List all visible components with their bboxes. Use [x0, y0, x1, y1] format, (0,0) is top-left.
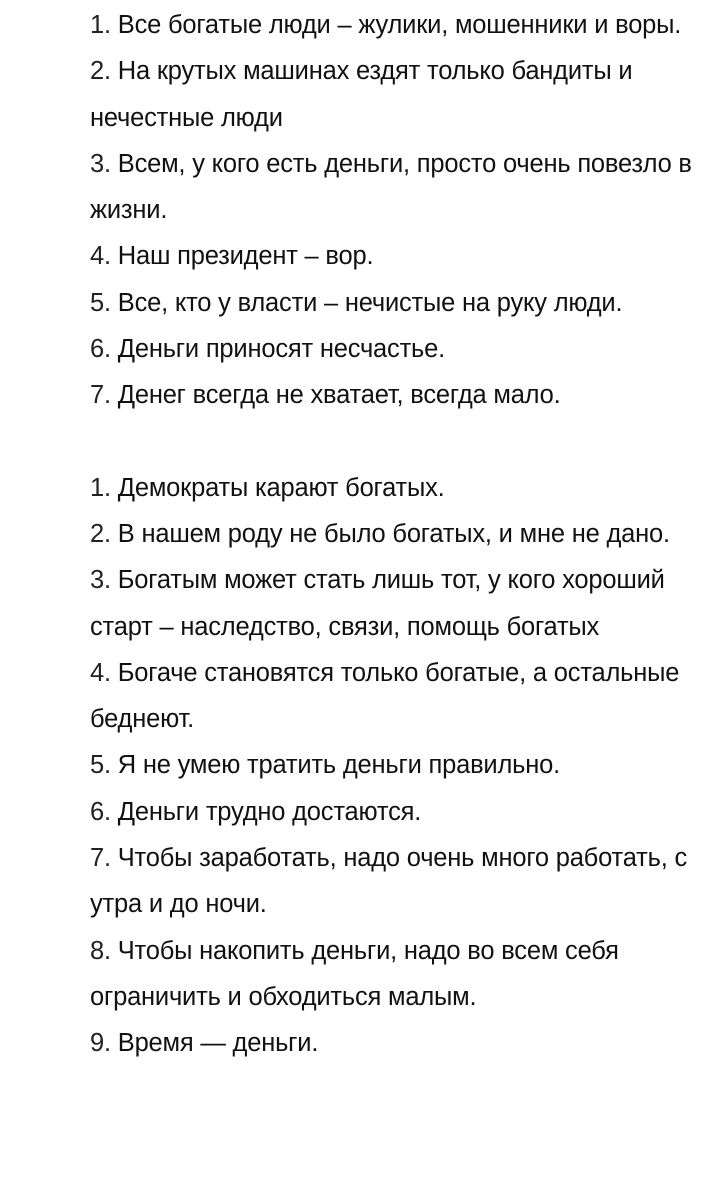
- list-item: [90, 789, 710, 835]
- item-text: Чтобы заработать, надо очень много работать, с утра и до ночи.: [90, 844, 688, 919]
- item-text: Я не умею тратить деньги правильно.: [117, 751, 560, 780]
- item-text: Чтобы накопить деньги, надо во всем себя ограничить и обходиться малым.: [90, 936, 619, 1011]
- item-text: На крутых машинах ездят только бандиты и нечестные люди: [90, 57, 633, 132]
- list-item: [90, 511, 710, 557]
- list-item: [90, 1020, 710, 1066]
- item-text: Время — деньги.: [117, 1029, 319, 1058]
- item-text: Наш президент – вор.: [117, 242, 374, 271]
- item-text: В нашем роду не было богатых, и мне не дано.: [117, 519, 670, 548]
- list-item: [90, 928, 710, 1021]
- list-item: [90, 557, 710, 650]
- item-text: Все, кто у власти – нечистые на руку люди.: [117, 288, 623, 317]
- item-number: 7.: [90, 844, 111, 873]
- item-number: 5.: [90, 751, 111, 780]
- list-item: [90, 372, 710, 418]
- item-number: 7.: [90, 381, 111, 410]
- item-number: 1.: [90, 473, 111, 502]
- list-item: [90, 233, 710, 279]
- item-number: 6.: [90, 797, 111, 826]
- list-item: [90, 280, 710, 326]
- list-item: [90, 48, 710, 141]
- list-item: [90, 835, 710, 928]
- list-item: [90, 465, 710, 511]
- beliefs-list-1: [90, 2, 710, 419]
- item-number: 3.: [90, 566, 111, 595]
- item-number: 5.: [90, 288, 111, 317]
- item-number: 1.: [90, 11, 111, 39]
- list-item: [90, 742, 710, 788]
- document-body: [90, 2, 710, 1067]
- item-number: 6.: [90, 335, 111, 364]
- section-spacer: [90, 419, 710, 465]
- item-text: Всем, у кого есть деньги, просто очень повезло в жизни.: [90, 149, 692, 225]
- item-number: 8.: [90, 936, 111, 965]
- list-item: [90, 326, 710, 372]
- item-number: 3.: [90, 149, 111, 178]
- beliefs-list-2: [90, 465, 710, 1067]
- item-text: Богаче становятся только богатые, а остальные беднеют.: [90, 658, 680, 734]
- item-text: Деньги приносят несчастье.: [117, 335, 446, 364]
- item-text: Все богатые люди – жулики, мошенники и воры.: [117, 11, 682, 39]
- list-item: [90, 650, 710, 743]
- list-item: [90, 141, 710, 234]
- item-text: Богатым может стать лишь тот, у кого хороший старт – наследство, связи, помощь богатых: [90, 566, 665, 641]
- item-number: 4.: [90, 658, 111, 687]
- list-item: [90, 2, 710, 48]
- item-text: Деньги трудно достаются.: [117, 797, 422, 826]
- item-text: Демократы карают богатых.: [117, 473, 445, 502]
- item-number: 4.: [90, 242, 111, 271]
- item-number: 9.: [90, 1029, 111, 1058]
- item-text: Денег всегда не хватает, всегда мало.: [117, 381, 561, 410]
- item-number: 2.: [90, 519, 111, 548]
- item-number: 2.: [90, 57, 111, 86]
